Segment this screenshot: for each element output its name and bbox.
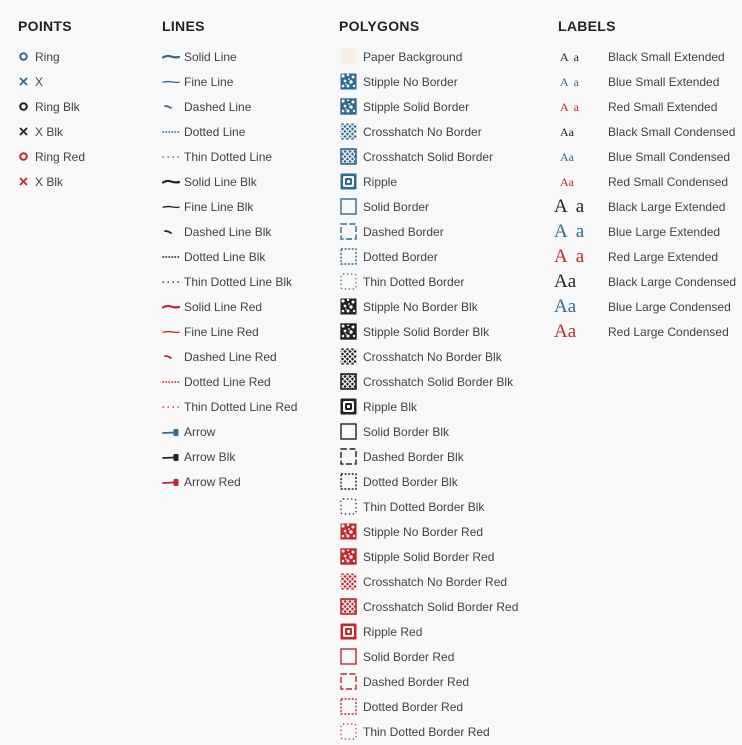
- item-label: Thin Dotted Border Blk: [363, 499, 485, 514]
- label-style-item: [558, 69, 742, 94]
- ripple-polygon-icon: [340, 173, 357, 190]
- line-symbol-item: [162, 219, 337, 244]
- ripple-polygon-icon: [340, 623, 357, 640]
- label-style-item: [554, 244, 742, 269]
- text-sample: Aa: [554, 295, 577, 317]
- arrow-line-icon: [162, 476, 180, 488]
- arrow-line-icon: [162, 426, 180, 438]
- polygon-symbol-item: [339, 394, 557, 419]
- crosshatch-polygon-icon: [340, 123, 357, 140]
- dashed-line-icon: [162, 226, 180, 238]
- dashed-line-icon: [162, 351, 180, 363]
- polygon-symbol-item: [339, 619, 557, 644]
- line-symbol-item: [162, 469, 337, 494]
- polygon-symbol-item: [339, 569, 557, 594]
- polygon-symbol-item: [339, 444, 557, 469]
- item-label: Crosshatch No Border Blk: [363, 349, 502, 364]
- item-label: Dashed Line: [184, 99, 252, 114]
- item-label: Dashed Line Red: [184, 349, 277, 364]
- label-style-item: [558, 44, 742, 69]
- thin-dotted-line-icon: [162, 151, 180, 163]
- polygon-symbol-item: [339, 669, 557, 694]
- text-sample: Aa: [554, 220, 593, 242]
- item-label: Dotted Line Blk: [184, 249, 266, 264]
- item-label: Red Small Extended: [608, 99, 718, 114]
- item-label: Dotted Line: [184, 124, 246, 139]
- text-sample-icon: [558, 96, 608, 118]
- text-sample: Aa: [560, 124, 574, 139]
- polygon-symbol-item: [339, 644, 557, 669]
- item-label: Black Large Condensed: [608, 274, 737, 289]
- item-label: Fine Line Red: [184, 324, 259, 339]
- dotted-line-icon: [162, 376, 180, 388]
- item-label: Crosshatch No Border Red: [363, 574, 508, 589]
- polygon-symbol-item: [339, 294, 557, 319]
- item-label: Black Large Extended: [608, 199, 726, 214]
- item-label: Thin Dotted Border Red: [363, 724, 490, 739]
- item-label: Solid Line Blk: [184, 174, 257, 189]
- solid-border-polygon-icon: [340, 648, 357, 665]
- ring-icon: [18, 101, 29, 112]
- line-symbol-item: [162, 419, 337, 444]
- text-sample-icon: [558, 46, 608, 68]
- item-label: Stipple Solid Border: [363, 99, 470, 114]
- label-style-item: [554, 269, 742, 294]
- item-label: Ripple: [363, 174, 398, 189]
- line-symbol-item: [162, 294, 337, 319]
- line-symbol-item: [162, 394, 337, 419]
- dotted-border-polygon-icon: [340, 473, 357, 490]
- label-style-item: [558, 119, 742, 144]
- x-icon: [18, 126, 29, 137]
- solid-wave-line-icon: [162, 301, 180, 313]
- text-sample-icon: [554, 320, 608, 343]
- item-label: Crosshatch Solid Border Blk: [363, 374, 514, 389]
- text-sample-icon: [558, 146, 608, 168]
- polygon-symbol-item: [339, 169, 557, 194]
- arrow-line-icon: [162, 451, 180, 463]
- text-sample: Aa: [554, 320, 577, 342]
- polygons-header: POLYGONS: [339, 18, 420, 34]
- polygon-symbol-item: [339, 694, 557, 719]
- x-icon: [18, 76, 29, 87]
- dashed-border-polygon-icon: [340, 673, 357, 690]
- item-label: Ring Red: [35, 149, 86, 164]
- polygon-symbol-item: [339, 219, 557, 244]
- polygon-symbol-item: [339, 369, 557, 394]
- lines-list: [162, 44, 337, 494]
- label-style-item: [554, 294, 742, 319]
- labels-list: [554, 44, 742, 344]
- line-symbol-item: [162, 369, 337, 394]
- label-style-item: [554, 194, 742, 219]
- item-label: Solid Line: [184, 49, 237, 64]
- text-sample: Aa: [560, 49, 584, 64]
- stipple-border-polygon-icon: [340, 548, 357, 565]
- points-list: [18, 44, 158, 194]
- item-label: Ripple Red: [363, 624, 423, 639]
- paper-polygon-icon: [340, 48, 357, 65]
- item-label: X: [35, 74, 44, 89]
- item-label: Arrow Blk: [184, 449, 236, 464]
- item-label: Red Large Condensed: [608, 324, 729, 339]
- polygon-symbol-item: [339, 344, 557, 369]
- thin-dotted-border-polygon-icon: [340, 498, 357, 515]
- item-label: Crosshatch No Border: [363, 124, 482, 139]
- item-label: Thin Dotted Line Red: [184, 399, 298, 414]
- dotted-line-icon: [162, 126, 180, 138]
- polygon-symbol-item: [339, 319, 557, 344]
- stipple-polygon-icon: [340, 298, 357, 315]
- item-label: Dotted Border Red: [363, 699, 464, 714]
- line-symbol-item: [162, 344, 337, 369]
- polygon-symbol-item: [339, 544, 557, 569]
- thin-dotted-border-polygon-icon: [340, 273, 357, 290]
- item-label: Dotted Line Red: [184, 374, 271, 389]
- item-label: Black Small Condensed: [608, 124, 736, 139]
- line-symbol-item: [162, 169, 337, 194]
- solid-border-polygon-icon: [340, 423, 357, 440]
- point-symbol-item: [18, 94, 158, 119]
- label-style-item: [554, 219, 742, 244]
- item-label: Black Small Extended: [608, 49, 725, 64]
- item-label: Red Small Condensed: [608, 174, 729, 189]
- point-symbol-item: [18, 119, 158, 144]
- item-label: Arrow Red: [184, 474, 241, 489]
- x-icon: [18, 176, 29, 187]
- item-label: Crosshatch Solid Border: [363, 149, 494, 164]
- fine-line-icon: [162, 326, 180, 338]
- polygon-symbol-item: [339, 519, 557, 544]
- text-sample-icon: [558, 171, 608, 193]
- labels-header: LABELS: [558, 18, 616, 34]
- item-label: Solid Border Blk: [363, 424, 450, 439]
- polygon-symbol-item: [339, 44, 557, 69]
- item-label: Solid Border: [363, 199, 430, 214]
- line-symbol-item: [162, 269, 337, 294]
- crosshatch-polygon-icon: [340, 573, 357, 590]
- dotted-line-icon: [162, 251, 180, 263]
- item-label: Crosshatch Solid Border Red: [363, 599, 519, 614]
- item-label: Ripple Blk: [363, 399, 418, 414]
- item-label: Ring: [35, 49, 60, 64]
- polygon-symbol-item: [339, 269, 557, 294]
- item-label: Dotted Border: [363, 249, 438, 264]
- text-sample: Aa: [554, 245, 593, 267]
- item-label: X Blk: [35, 174, 64, 189]
- point-symbol-item: [18, 169, 158, 194]
- label-style-item: [558, 169, 742, 194]
- stipple-polygon-icon: [340, 523, 357, 540]
- thin-dotted-line-icon: [162, 401, 180, 413]
- label-style-item: [558, 94, 742, 119]
- item-label: Dashed Border Red: [363, 674, 470, 689]
- line-symbol-item: [162, 194, 337, 219]
- points-header: POINTS: [18, 18, 72, 34]
- item-label: Red Large Extended: [608, 249, 719, 264]
- text-sample: Aa: [560, 99, 584, 114]
- line-symbol-item: [162, 244, 337, 269]
- polygon-symbol-item: [339, 494, 557, 519]
- crosshatch-polygon-icon: [340, 348, 357, 365]
- solid-wave-line-icon: [162, 51, 180, 63]
- line-symbol-item: [162, 144, 337, 169]
- text-sample: Aa: [554, 195, 593, 217]
- item-label: Paper Background: [363, 49, 463, 64]
- text-sample-icon: [554, 270, 608, 293]
- stipple-border-polygon-icon: [340, 98, 357, 115]
- line-symbol-item: [162, 319, 337, 344]
- item-label: Stipple Solid Border Blk: [363, 324, 490, 339]
- item-label: Solid Border Red: [363, 649, 455, 664]
- dotted-border-polygon-icon: [340, 248, 357, 265]
- solid-border-polygon-icon: [340, 198, 357, 215]
- polygon-symbol-item: [339, 244, 557, 269]
- text-sample-icon: [554, 245, 608, 268]
- point-symbol-item: [18, 69, 158, 94]
- polygon-symbol-item: [339, 94, 557, 119]
- solid-wave-line-icon: [162, 176, 180, 188]
- dashed-border-polygon-icon: [340, 448, 357, 465]
- item-label: Dashed Border Blk: [363, 449, 464, 464]
- item-label: Thin Dotted Border: [363, 274, 465, 289]
- text-sample-icon: [554, 295, 608, 318]
- line-symbol-item: [162, 444, 337, 469]
- polygon-symbol-item: [339, 419, 557, 444]
- point-symbol-item: [18, 144, 158, 169]
- polygons-list: [339, 44, 557, 744]
- dotted-border-polygon-icon: [340, 698, 357, 715]
- text-sample: Aa: [560, 74, 584, 89]
- thin-dotted-line-icon: [162, 276, 180, 288]
- text-sample: Aa: [560, 149, 574, 164]
- text-sample: Aa: [554, 270, 577, 292]
- item-label: Dashed Line Blk: [184, 224, 272, 239]
- item-label: Stipple No Border Blk: [363, 299, 478, 314]
- ripple-polygon-icon: [340, 398, 357, 415]
- crosshatch-border-polygon-icon: [340, 373, 357, 390]
- text-sample: Aa: [560, 174, 574, 189]
- stipple-polygon-icon: [340, 73, 357, 90]
- point-symbol-item: [18, 44, 158, 69]
- dashed-line-icon: [162, 101, 180, 113]
- item-label: Ring Blk: [35, 99, 80, 114]
- polygon-symbol-item: [339, 69, 557, 94]
- thin-dotted-border-polygon-icon: [340, 723, 357, 740]
- text-sample-icon: [554, 220, 608, 243]
- polygon-symbol-item: [339, 144, 557, 169]
- text-sample-icon: [558, 71, 608, 93]
- item-label: Thin Dotted Line: [184, 149, 273, 164]
- crosshatch-border-polygon-icon: [340, 148, 357, 165]
- item-label: Stipple No Border: [363, 74, 458, 89]
- ring-icon: [18, 51, 29, 62]
- polygon-symbol-item: [339, 594, 557, 619]
- item-label: Arrow: [184, 424, 216, 439]
- item-label: Blue Small Extended: [608, 74, 720, 89]
- polygon-symbol-item: [339, 469, 557, 494]
- item-label: Thin Dotted Line Blk: [184, 274, 293, 289]
- text-sample-icon: [558, 121, 608, 143]
- item-label: Stipple Solid Border Red: [363, 549, 495, 564]
- item-label: Stipple No Border Red: [363, 524, 484, 539]
- item-label: Blue Small Condensed: [608, 149, 731, 164]
- lines-header: LINES: [162, 18, 205, 34]
- stipple-border-polygon-icon: [340, 323, 357, 340]
- dashed-border-polygon-icon: [340, 223, 357, 240]
- polygon-symbol-item: [339, 119, 557, 144]
- polygon-symbol-item: [339, 194, 557, 219]
- crosshatch-border-polygon-icon: [340, 598, 357, 615]
- line-symbol-item: [162, 69, 337, 94]
- text-sample-icon: [554, 195, 608, 218]
- item-label: Fine Line Blk: [184, 199, 254, 214]
- line-symbol-item: [162, 44, 337, 69]
- label-style-item: [554, 319, 742, 344]
- item-label: Blue Large Condensed: [608, 299, 731, 314]
- fine-line-icon: [162, 201, 180, 213]
- ring-icon: [18, 151, 29, 162]
- polygon-symbol-item: [339, 719, 557, 744]
- item-label: Fine Line: [184, 74, 234, 89]
- item-label: Dashed Border: [363, 224, 444, 239]
- item-label: X Blk: [35, 124, 64, 139]
- item-label: Solid Line Red: [184, 299, 263, 314]
- fine-line-icon: [162, 76, 180, 88]
- item-label: Dotted Border Blk: [363, 474, 458, 489]
- line-symbol-item: [162, 119, 337, 144]
- item-label: Blue Large Extended: [608, 224, 721, 239]
- label-style-item: [558, 144, 742, 169]
- line-symbol-item: [162, 94, 337, 119]
